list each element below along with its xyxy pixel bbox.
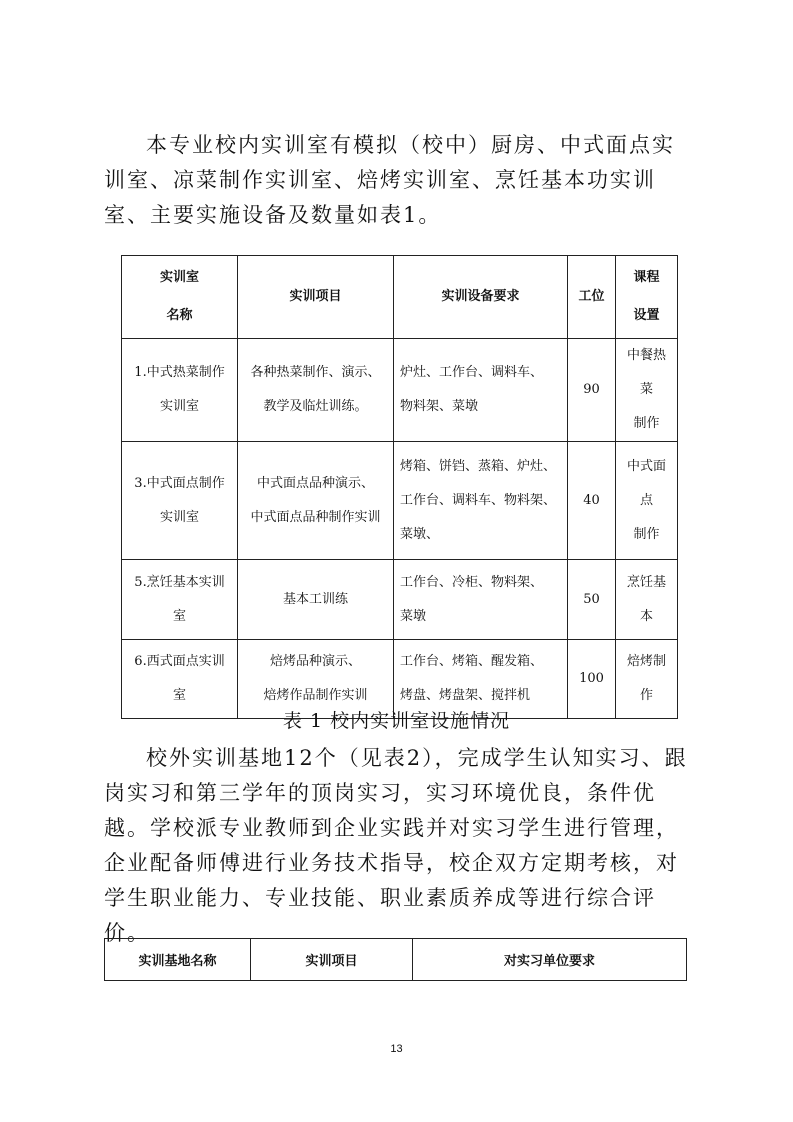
table-header-row	[122, 256, 678, 339]
table-row	[122, 339, 678, 442]
cell-course: 中式面点 制作	[616, 442, 678, 560]
cell-stations: 90	[568, 339, 616, 442]
cell-room: 5.烹饪基本实训 室	[122, 560, 238, 640]
intro-paragraph: 本专业校内实训室有模拟（校中）厨房、中式面点实训室、凉菜制作实训室、焙烤实训室、烹饪基本功实训室、主要实施设备及数量如表1。	[104, 133, 675, 227]
cell-room: 6.西式面点实训 室	[122, 640, 238, 719]
cell-equipment: 工作台、烤箱、醒发箱、 烤盘、烤盘架、搅拌机	[394, 640, 568, 719]
cell-stations: 100	[568, 640, 616, 719]
cell-project: 焙烤品种演示、 焙烤作品制作实训	[238, 640, 394, 719]
header-stations: 工位	[568, 256, 616, 339]
header-project: 实训项目	[238, 256, 394, 339]
header-base-name: 实训基地名称	[105, 939, 251, 981]
cell-equipment: 工作台、冷柜、物料架、 菜墩	[394, 560, 568, 640]
cell-project: 各种热菜制作、演示、 教学及临灶训练。	[238, 339, 394, 442]
table-header-row	[105, 939, 687, 981]
cell-course: 中餐热菜 制作	[616, 339, 678, 442]
header-room: 实训室 名称	[122, 256, 238, 339]
cell-project: 基本工训练	[238, 560, 394, 640]
external-bases-table	[104, 938, 687, 981]
cell-project: 中式面点品种演示、 中式面点品种制作实训	[238, 442, 394, 560]
cell-equipment: 烤箱、饼铛、蒸箱、炉灶、 工作台、调料车、物料架、 菜墩、	[394, 442, 568, 560]
cell-room: 1.中式热菜制作 实训室	[122, 339, 238, 442]
header-equipment: 实训设备要求	[394, 256, 568, 339]
table-row	[122, 560, 678, 640]
header-requirements: 对实习单位要求	[413, 939, 687, 981]
cell-course: 焙烤制作	[616, 640, 678, 719]
cell-stations: 50	[568, 560, 616, 640]
header-course: 课程 设置	[616, 256, 678, 339]
second-paragraph: 校外实训基地12个（见表2），完成学生认知实习、跟岗实习和第三学年的顶岗实习，实习环境优良，条件优越。学校派专业教师到企业实践并对实习学生进行管理，企业配备师傅进行业务技术指导，校企双方定期考核，对学生职业能力、专业技能、职业素质养成等进行综合评价。	[104, 746, 688, 945]
header-project: 实训项目	[251, 939, 413, 981]
page-number: 13	[390, 1043, 403, 1055]
table-row	[122, 442, 678, 560]
cell-room: 3.中式面点制作 实训室	[122, 442, 238, 560]
table-caption: 表 1 校内实训室设施情况	[282, 710, 511, 732]
facilities-table	[121, 255, 678, 719]
cell-stations: 40	[568, 442, 616, 560]
cell-equipment: 炉灶、工作台、调料车、 物料架、菜墩	[394, 339, 568, 442]
cell-course: 烹饪基本	[616, 560, 678, 640]
